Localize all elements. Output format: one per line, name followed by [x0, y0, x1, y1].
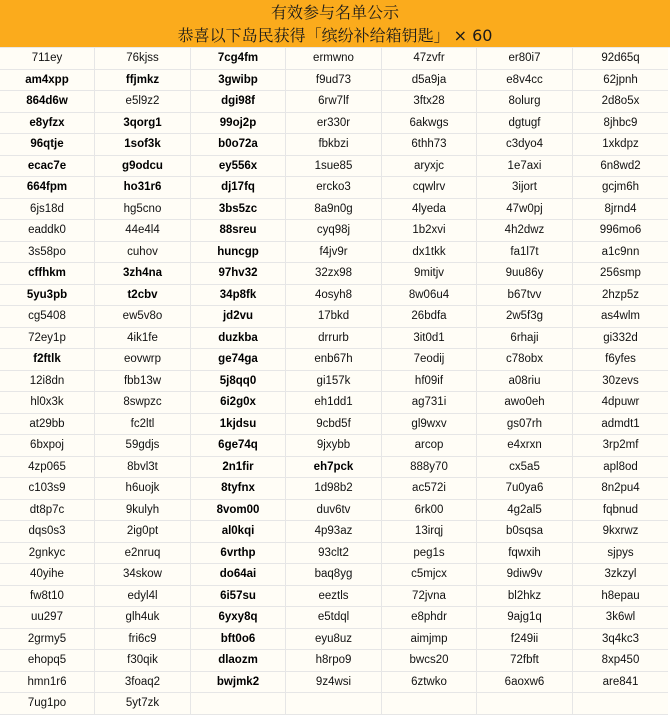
winner-code-cell: 3zh4na — [95, 263, 191, 285]
reward-subtitle-text: 恭喜以下岛民获得「缤纷补给箱钥匙」 — [177, 26, 450, 45]
empty-cell — [191, 693, 286, 715]
winner-code-cell: 13irqj — [382, 521, 477, 543]
winner-code-cell: 9kxrwz — [573, 521, 668, 543]
winner-code-cell: 8xp450 — [573, 650, 668, 672]
winner-code-cell: 6i2g0x — [191, 392, 286, 414]
winner-code-cell: 7u0ya6 — [477, 478, 573, 500]
winner-code-cell: dgtugf — [477, 113, 573, 135]
winner-code-cell: 99oj2p — [191, 113, 286, 135]
winner-code-cell: 4osyh8 — [286, 285, 382, 307]
winner-code-cell: 6rk00 — [382, 500, 477, 522]
winner-code-cell: 864d6w — [0, 91, 95, 113]
winner-code-cell: 9uu86y — [477, 263, 573, 285]
winner-code-cell: sjpys — [573, 543, 668, 565]
winner-code-cell: dj17fq — [191, 177, 286, 199]
winner-code-cell: 5yt7zk — [95, 693, 191, 715]
winner-code-cell: c3dyo4 — [477, 134, 573, 156]
winner-code-cell: d5a9ja — [382, 70, 477, 92]
winner-code-cell: 2grmy5 — [0, 629, 95, 651]
winner-code-cell: 996mo6 — [573, 220, 668, 242]
winner-code-cell: arcop — [382, 435, 477, 457]
winner-code-cell: 4h2dwz — [477, 220, 573, 242]
winner-code-cell: 34p8fk — [191, 285, 286, 307]
winner-code-cell: peg1s — [382, 543, 477, 565]
winner-code-cell: er80i7 — [477, 48, 573, 70]
winner-code-cell: g9odcu — [95, 156, 191, 178]
winner-code-cell: ey556x — [191, 156, 286, 178]
winner-code-cell: 3qorg1 — [95, 113, 191, 135]
winner-code-cell: 3q4kc3 — [573, 629, 668, 651]
winner-code-cell: f2ftlk — [0, 349, 95, 371]
winner-code-cell: fqbnud — [573, 500, 668, 522]
winner-code-cell: 6bxpoj — [0, 435, 95, 457]
empty-cell — [477, 693, 573, 715]
winner-code-cell: 3it0d1 — [382, 328, 477, 350]
winner-code-cell: eh1dd1 — [286, 392, 382, 414]
winner-code-cell: e8v4cc — [477, 70, 573, 92]
winner-code-cell: do64ai — [191, 564, 286, 586]
winner-code-cell: 6i57su — [191, 586, 286, 608]
winner-code-cell: cffhkm — [0, 263, 95, 285]
page-title: 有效参与名单公示 — [270, 3, 399, 22]
winner-code-cell: 7cg4fm — [191, 48, 286, 70]
winner-code-cell: e2nruq — [95, 543, 191, 565]
winner-code-cell: 6thh73 — [382, 134, 477, 156]
winner-code-cell: gl9wxv — [382, 414, 477, 436]
winner-code-cell: 9diw9v — [477, 564, 573, 586]
winner-code-cell: 26bdfa — [382, 306, 477, 328]
winner-code-cell: f30qik — [95, 650, 191, 672]
winner-code-cell: fbkbzi — [286, 134, 382, 156]
winner-code-cell: gcjm6h — [573, 177, 668, 199]
winner-code-cell: 62jpnh — [573, 70, 668, 92]
winner-code-cell: hg5cno — [95, 199, 191, 221]
winner-code-cell: 6rhaji — [477, 328, 573, 350]
winner-code-cell: 6n8wd2 — [573, 156, 668, 178]
winner-code-cell: gi332d — [573, 328, 668, 350]
winner-code-cell: eeztls — [286, 586, 382, 608]
winner-code-cell: 17bkd — [286, 306, 382, 328]
winner-code-cell: gi157k — [286, 371, 382, 393]
winner-code-cell: ffjmkz — [95, 70, 191, 92]
winner-code-cell: a1c9nn — [573, 242, 668, 264]
winner-code-cell: 12i8dn — [0, 371, 95, 393]
winner-code-cell: 6js18d — [0, 199, 95, 221]
winner-code-cell: ercko3 — [286, 177, 382, 199]
winner-code-cell: 6aoxw6 — [477, 672, 573, 694]
winner-code-cell: aimjmp — [382, 629, 477, 651]
winner-code-cell: fri6c9 — [95, 629, 191, 651]
winner-code-cell: 8swpzc — [95, 392, 191, 414]
winner-code-cell: bwcs20 — [382, 650, 477, 672]
winner-code-cell: 711ey — [0, 48, 95, 70]
winner-code-cell: 664fpm — [0, 177, 95, 199]
winner-code-cell: 256smp — [573, 263, 668, 285]
reward-subtitle — [0, 25, 670, 47]
winner-code-cell: fw8t10 — [0, 586, 95, 608]
winner-code-cell: cx5a5 — [477, 457, 573, 479]
winner-code-cell: dlaozm — [191, 650, 286, 672]
winner-code-cell: edyl4l — [95, 586, 191, 608]
winner-code-cell: h8rpo9 — [286, 650, 382, 672]
winner-code-cell: 8vom00 — [191, 500, 286, 522]
winner-code-cell: 32zx98 — [286, 263, 382, 285]
winner-code-cell: f249ii — [477, 629, 573, 651]
winner-code-cell: awo0eh — [477, 392, 573, 414]
winner-code-cell: 4lyeda — [382, 199, 477, 221]
winner-code-cell: 8w06u4 — [382, 285, 477, 307]
winner-code-cell: dqs0s3 — [0, 521, 95, 543]
winner-code-cell: at29bb — [0, 414, 95, 436]
winner-code-cell: c78obx — [477, 349, 573, 371]
winner-code-cell: 4dpuwr — [573, 392, 668, 414]
winner-code-cell: ge74ga — [191, 349, 286, 371]
winner-code-cell: 1b2xvi — [382, 220, 477, 242]
winner-code-cell: ac572i — [382, 478, 477, 500]
winner-code-cell: eyu8uz — [286, 629, 382, 651]
winner-code-cell: 44e4l4 — [95, 220, 191, 242]
winner-code-cell: 2w5f3g — [477, 306, 573, 328]
winner-code-cell: 34skow — [95, 564, 191, 586]
winner-code-cell: ag731i — [382, 392, 477, 414]
winner-code-cell: 3gwibp — [191, 70, 286, 92]
winner-code-cell: 1e7axi — [477, 156, 573, 178]
winner-code-cell: e8phdr — [382, 607, 477, 629]
winner-code-cell: f6yfes — [573, 349, 668, 371]
winner-code-cell: 92d65q — [573, 48, 668, 70]
winner-code-cell: 97hv32 — [191, 263, 286, 285]
winner-code-cell: c103s9 — [0, 478, 95, 500]
winner-code-cell: uu297 — [0, 607, 95, 629]
winner-code-cell: duv6tv — [286, 500, 382, 522]
winner-code-cell: e8yfzx — [0, 113, 95, 135]
winner-code-cell: 6yxy8q — [191, 607, 286, 629]
winner-code-cell: 9z4wsi — [286, 672, 382, 694]
winner-code-cell: 888y70 — [382, 457, 477, 479]
winner-code-cell: hmn1r6 — [0, 672, 95, 694]
winner-code-cell: t2cbv — [95, 285, 191, 307]
winner-code-cell: 3k6wl — [573, 607, 668, 629]
winner-code-cell: b67tvv — [477, 285, 573, 307]
winner-code-cell: ho31r6 — [95, 177, 191, 199]
winner-code-cell: 1d98b2 — [286, 478, 382, 500]
winner-code-cell: 8jhbc9 — [573, 113, 668, 135]
winner-code-cell: 7eodij — [382, 349, 477, 371]
winner-code-cell: dx1tkk — [382, 242, 477, 264]
winner-code-cell: 2n1fir — [191, 457, 286, 479]
winner-code-cell: 30zevs — [573, 371, 668, 393]
winner-code-cell: 9ajg1q — [477, 607, 573, 629]
winner-code-cell: f9ud73 — [286, 70, 382, 92]
winner-code-cell: hf09if — [382, 371, 477, 393]
winner-code-cell: admdt1 — [573, 414, 668, 436]
winner-code-cell: drrurb — [286, 328, 382, 350]
winner-code-cell: 6ztwko — [382, 672, 477, 694]
empty-cell — [286, 693, 382, 715]
winner-code-cell: e5tdql — [286, 607, 382, 629]
winner-code-cell: 72ey1p — [0, 328, 95, 350]
winner-code-cell: b0o72a — [191, 134, 286, 156]
winner-code-cell: bft0o6 — [191, 629, 286, 651]
winner-code-cell: 72jvna — [382, 586, 477, 608]
winner-code-cell: 47w0pj — [477, 199, 573, 221]
winner-code-cell: ermwno — [286, 48, 382, 70]
winner-code-cell: duzkba — [191, 328, 286, 350]
winner-code-cell: eh7pck — [286, 457, 382, 479]
winner-code-cell: jd2vu — [191, 306, 286, 328]
winner-code-cell: fc2ltl — [95, 414, 191, 436]
winner-code-cell: 8a9n0g — [286, 199, 382, 221]
winner-code-cell: cyq98j — [286, 220, 382, 242]
winner-code-cell: 4zp065 — [0, 457, 95, 479]
winner-code-grid — [0, 48, 670, 715]
winner-code-cell: fa1l7t — [477, 242, 573, 264]
winner-code-cell: 8n2pu4 — [573, 478, 668, 500]
winner-code-cell: 5j8qq0 — [191, 371, 286, 393]
winner-code-cell: 59gdjs — [95, 435, 191, 457]
winner-code-cell: 3rp2mf — [573, 435, 668, 457]
winner-code-cell: h6uojk — [95, 478, 191, 500]
winner-code-cell: 9cbd5f — [286, 414, 382, 436]
winner-code-cell: 4p93az — [286, 521, 382, 543]
winner-code-cell: huncgp — [191, 242, 286, 264]
winner-code-cell: eovwrp — [95, 349, 191, 371]
winner-code-cell: 3zkzyl — [573, 564, 668, 586]
winner-code-cell: ehopq5 — [0, 650, 95, 672]
winner-code-cell: 93clt2 — [286, 543, 382, 565]
winner-code-cell: eaddk0 — [0, 220, 95, 242]
winner-code-cell: ecac7e — [0, 156, 95, 178]
winner-code-cell: bwjmk2 — [191, 672, 286, 694]
winner-code-cell: apl8od — [573, 457, 668, 479]
winner-code-cell: c5mjcx — [382, 564, 477, 586]
winner-code-cell: are841 — [573, 672, 668, 694]
winner-code-cell: 2hzp5z — [573, 285, 668, 307]
winner-code-cell: glh4uk — [95, 607, 191, 629]
winner-code-cell: 88sreu — [191, 220, 286, 242]
winner-code-cell: 40yihe — [0, 564, 95, 586]
winner-code-cell: 7ug1po — [0, 693, 95, 715]
winner-code-cell: al0kqi — [191, 521, 286, 543]
winner-code-cell: b0sqsa — [477, 521, 573, 543]
winner-code-cell: h8epau — [573, 586, 668, 608]
winner-code-cell: gs07rh — [477, 414, 573, 436]
winner-code-cell: fqwxih — [477, 543, 573, 565]
winner-code-cell: a08riu — [477, 371, 573, 393]
winner-code-cell: fbb13w — [95, 371, 191, 393]
winner-code-cell: 1sue85 — [286, 156, 382, 178]
winner-code-cell: 1kjdsu — [191, 414, 286, 436]
winner-code-cell: 6akwgs — [382, 113, 477, 135]
winner-code-cell: cg5408 — [0, 306, 95, 328]
winner-code-cell: cqwlrv — [382, 177, 477, 199]
winner-code-cell: baq8yg — [286, 564, 382, 586]
winner-code-cell: 3foaq2 — [95, 672, 191, 694]
winner-code-cell: dgi98f — [191, 91, 286, 113]
winner-code-cell: 8bvl3t — [95, 457, 191, 479]
winner-code-cell: bl2hkz — [477, 586, 573, 608]
winner-code-cell: as4wlm — [573, 306, 668, 328]
winner-code-cell: 1xkdpz — [573, 134, 668, 156]
winner-code-cell: 8tyfnx — [191, 478, 286, 500]
winner-code-cell: 9mitjv — [382, 263, 477, 285]
winner-code-cell: hl0x3k — [0, 392, 95, 414]
winner-code-cell: 2gnkyc — [0, 543, 95, 565]
empty-cell — [573, 693, 668, 715]
winner-code-cell: enb67h — [286, 349, 382, 371]
winner-code-cell: 8jrnd4 — [573, 199, 668, 221]
winner-code-cell: 72fbft — [477, 650, 573, 672]
winner-code-cell: 6ge74q — [191, 435, 286, 457]
winner-code-cell: 76kjss — [95, 48, 191, 70]
winner-code-cell: 9jxybb — [286, 435, 382, 457]
winner-code-cell: 2d8o5x — [573, 91, 668, 113]
winner-code-cell: 9kulyh — [95, 500, 191, 522]
winner-code-cell: 3s58po — [0, 242, 95, 264]
winner-code-cell: 6vrthp — [191, 543, 286, 565]
winner-code-cell: 3ijort — [477, 177, 573, 199]
winner-code-cell: 6rw7lf — [286, 91, 382, 113]
winner-code-cell: 96qtje — [0, 134, 95, 156]
winner-code-cell: f4jv9r — [286, 242, 382, 264]
winner-code-cell: cuhov — [95, 242, 191, 264]
winner-code-cell: ew5v8o — [95, 306, 191, 328]
winner-code-cell: 1sof3k — [95, 134, 191, 156]
winner-code-cell: 3ftx28 — [382, 91, 477, 113]
announcement-header — [0, 0, 670, 48]
winner-code-cell: dt8p7c — [0, 500, 95, 522]
winner-code-cell: aryxjc — [382, 156, 477, 178]
winner-code-cell: er330r — [286, 113, 382, 135]
winner-code-cell: 2ig0pt — [95, 521, 191, 543]
winner-code-cell: 47zvfr — [382, 48, 477, 70]
winner-code-cell: 4g2al5 — [477, 500, 573, 522]
reward-multiplier: × 60 — [453, 26, 493, 45]
empty-cell — [382, 693, 477, 715]
winner-code-cell: e4xrxn — [477, 435, 573, 457]
winner-code-cell: 3bs5zc — [191, 199, 286, 221]
winner-code-cell: e5l9z2 — [95, 91, 191, 113]
winner-code-cell: 8olurg — [477, 91, 573, 113]
winner-code-cell: 4ik1fe — [95, 328, 191, 350]
winner-code-cell: 5yu3pb — [0, 285, 95, 307]
winner-code-cell: am4xpp — [0, 70, 95, 92]
